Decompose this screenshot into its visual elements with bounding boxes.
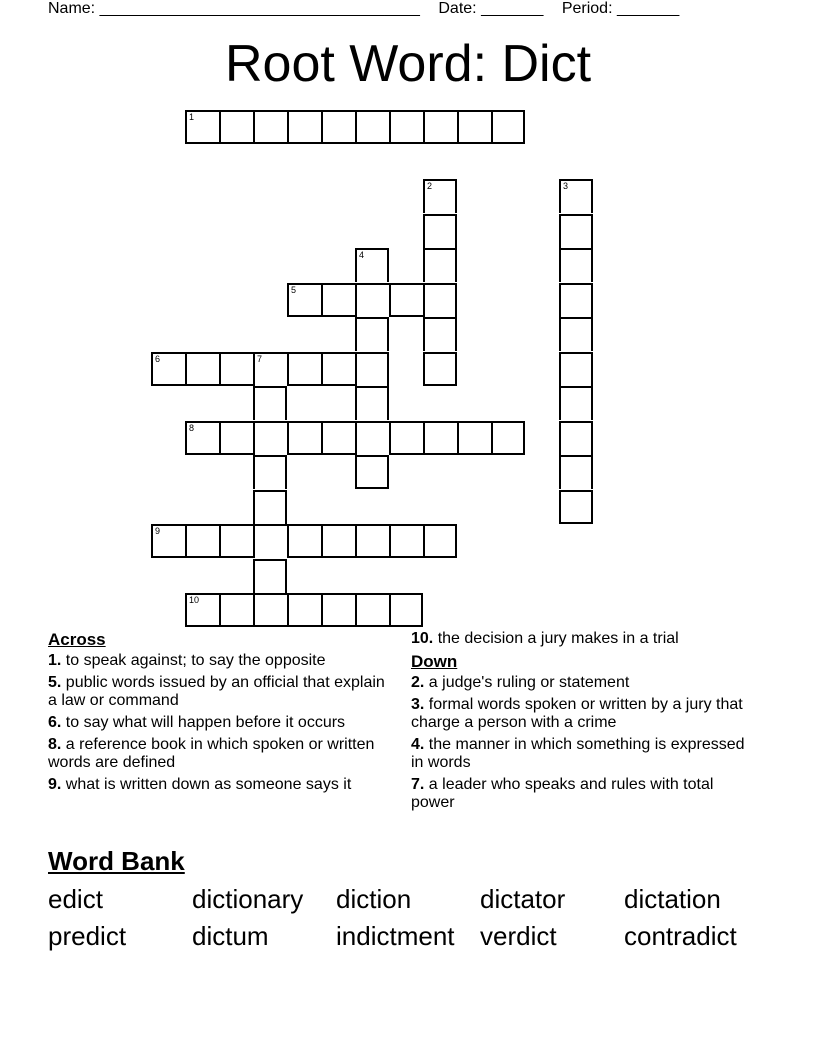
page-title: Root Word: Dict xyxy=(224,35,592,93)
clues-right-column xyxy=(411,630,751,816)
crossword-cell[interactable] xyxy=(287,110,321,144)
clue-number-label: 10 xyxy=(189,595,200,605)
word-bank-item: dictator xyxy=(480,884,566,914)
crossword-cell[interactable] xyxy=(491,421,525,455)
crossword-cell[interactable] xyxy=(185,352,219,386)
crossword-cell[interactable] xyxy=(423,352,457,386)
word-bank-item: indictment xyxy=(336,921,455,951)
crossword-cell[interactable] xyxy=(253,559,287,593)
crossword-cell[interactable] xyxy=(185,524,219,558)
crossword-cell[interactable] xyxy=(151,524,185,558)
crossword-cell[interactable] xyxy=(423,214,457,248)
clue-number: 9. xyxy=(48,776,62,793)
crossword-cell[interactable] xyxy=(321,524,355,558)
clue-text: public words issued by an official that explain a law or command xyxy=(48,674,385,709)
clue-number-label: 6 xyxy=(155,353,161,364)
crossword-cell[interactable] xyxy=(355,421,389,455)
crossword-cell[interactable] xyxy=(423,317,457,351)
crossword-cell[interactable] xyxy=(355,283,389,317)
crossword-cell[interactable] xyxy=(355,248,389,282)
crossword-cell[interactable] xyxy=(457,110,491,144)
crossword-cell[interactable] xyxy=(559,214,593,248)
clue-text: a reference book in which spoken or written words are defined xyxy=(48,736,375,771)
clue-text: the decision a jury makes in a trial xyxy=(437,630,679,647)
crossword-cell[interactable] xyxy=(355,110,389,144)
word-bank-item: dictionary xyxy=(192,884,304,914)
crossword-cell[interactable] xyxy=(423,421,457,455)
word-bank-item: dictation xyxy=(624,884,721,914)
word-bank-title: Word Bank xyxy=(48,846,185,876)
crossword-cell[interactable] xyxy=(559,421,593,455)
crossword-cell[interactable] xyxy=(253,524,287,558)
crossword-cell[interactable] xyxy=(321,283,355,317)
crossword-cell[interactable] xyxy=(253,110,287,144)
crossword-cell[interactable] xyxy=(355,524,389,558)
clue-number: 6. xyxy=(48,714,62,731)
crossword-cell[interactable] xyxy=(287,283,321,317)
crossword-cell[interactable] xyxy=(559,455,593,489)
crossword-cell[interactable] xyxy=(389,524,423,558)
clue-number-label: 8 xyxy=(189,422,195,433)
crossword-cell[interactable] xyxy=(253,593,287,627)
word-bank-item: contradict xyxy=(624,921,737,951)
word-bank-item: dictum xyxy=(192,921,269,951)
clue-text: a leader who speaks and rules with total power xyxy=(411,776,714,811)
name-field[interactable]: Name: ____________________________________ xyxy=(48,0,420,17)
clue-number-label: 9 xyxy=(155,526,161,536)
crossword-cell[interactable] xyxy=(321,110,355,144)
crossword-cell[interactable] xyxy=(355,386,389,420)
crossword-cell[interactable] xyxy=(321,593,355,627)
clue-text: formal words spoken or written by a jury that charge a person with a crime xyxy=(411,696,743,731)
crossword-cell[interactable] xyxy=(559,283,593,317)
crossword-cell[interactable] xyxy=(219,421,253,455)
crossword-cell[interactable] xyxy=(559,352,593,386)
crossword-cell[interactable] xyxy=(491,110,525,144)
crossword-cell[interactable] xyxy=(423,248,457,282)
clue-number-label: 5 xyxy=(291,284,297,295)
clue-down-2 xyxy=(411,674,751,692)
clue-down-7 xyxy=(411,776,751,812)
word-bank-item: predict xyxy=(48,921,127,951)
crossword-cell[interactable] xyxy=(355,352,389,386)
clue-across-9 xyxy=(48,776,388,794)
clue-number: 4. xyxy=(411,736,425,753)
crossword-cell[interactable] xyxy=(423,524,457,558)
crossword-cell[interactable] xyxy=(389,110,423,144)
crossword-cell[interactable] xyxy=(253,386,287,420)
period-field[interactable]: Period: _______ xyxy=(561,0,680,17)
clue-number-label: 1 xyxy=(189,112,195,122)
date-field[interactable]: Date: _______ xyxy=(438,0,544,17)
crossword-cell[interactable] xyxy=(253,421,287,455)
crossword-cell[interactable] xyxy=(185,593,219,627)
crossword-cell[interactable] xyxy=(389,283,423,317)
crossword-cell[interactable] xyxy=(559,248,593,282)
down-heading: Down xyxy=(411,652,458,671)
crossword-cell[interactable] xyxy=(423,110,457,144)
clue-down-3 xyxy=(411,696,751,732)
crossword-cell[interactable] xyxy=(219,110,253,144)
crossword-cell[interactable] xyxy=(253,352,287,386)
crossword-cell[interactable] xyxy=(423,283,457,317)
clue-text: to say what will happen before it occurs xyxy=(65,714,346,731)
clue-number-label: 7 xyxy=(257,353,263,364)
clue-text: to speak against; to say the opposite xyxy=(65,652,326,669)
crossword-cell[interactable] xyxy=(423,179,457,213)
clue-number: 8. xyxy=(48,736,62,753)
clue-across-10 xyxy=(411,630,751,648)
crossword-cell[interactable] xyxy=(321,352,355,386)
clue-text: what is written down as someone says it xyxy=(65,776,352,793)
crossword-cell[interactable] xyxy=(559,179,593,213)
crossword-cell[interactable] xyxy=(355,593,389,627)
clue-number: 3. xyxy=(411,696,425,713)
crossword-cell[interactable] xyxy=(287,352,321,386)
crossword-cell[interactable] xyxy=(253,455,287,489)
crossword-cell[interactable] xyxy=(559,386,593,420)
clue-number-label: 3 xyxy=(563,181,569,191)
crossword-cell[interactable] xyxy=(151,352,185,386)
crossword-cell[interactable] xyxy=(253,490,287,524)
crossword-cell[interactable] xyxy=(287,593,321,627)
clues-left-column xyxy=(48,630,388,798)
word-bank-item: edict xyxy=(48,884,103,914)
clue-across-6 xyxy=(48,714,388,732)
word-bank xyxy=(48,884,768,952)
crossword-cell[interactable] xyxy=(389,421,423,455)
crossword-cell[interactable] xyxy=(355,317,389,351)
clue-number-label: 2 xyxy=(427,181,433,191)
clue-down-4 xyxy=(411,736,751,772)
clue-across-5 xyxy=(48,674,388,710)
clue-number-label: 4 xyxy=(359,250,365,260)
clue-across-1 xyxy=(48,652,388,670)
clue-across-8 xyxy=(48,736,388,772)
crossword-cell[interactable] xyxy=(287,524,321,558)
crossword-cell[interactable] xyxy=(389,593,423,627)
crossword-cell[interactable] xyxy=(559,317,593,351)
word-bank-item: diction xyxy=(336,884,412,914)
crossword-cell[interactable] xyxy=(185,421,219,455)
clue-text: a judge's ruling or statement xyxy=(428,674,630,691)
crossword-cell[interactable] xyxy=(355,455,389,489)
clue-number: 2. xyxy=(411,674,425,691)
crossword-cell[interactable] xyxy=(559,490,593,524)
crossword-cell[interactable] xyxy=(219,593,253,627)
crossword-cell[interactable] xyxy=(185,110,219,144)
crossword-cell[interactable] xyxy=(287,421,321,455)
crossword-cell[interactable] xyxy=(219,352,253,386)
across-heading: Across xyxy=(48,630,106,649)
crossword-cell[interactable] xyxy=(321,421,355,455)
clue-number: 10. xyxy=(411,630,434,647)
crossword-cell[interactable] xyxy=(219,524,253,558)
crossword-cell[interactable] xyxy=(457,421,491,455)
clue-number: 7. xyxy=(411,776,425,793)
word-bank-item: verdict xyxy=(480,921,557,951)
clue-text: the manner in which something is expressed in words xyxy=(411,736,745,771)
clue-number: 5. xyxy=(48,674,62,691)
clue-number: 1. xyxy=(48,652,62,669)
